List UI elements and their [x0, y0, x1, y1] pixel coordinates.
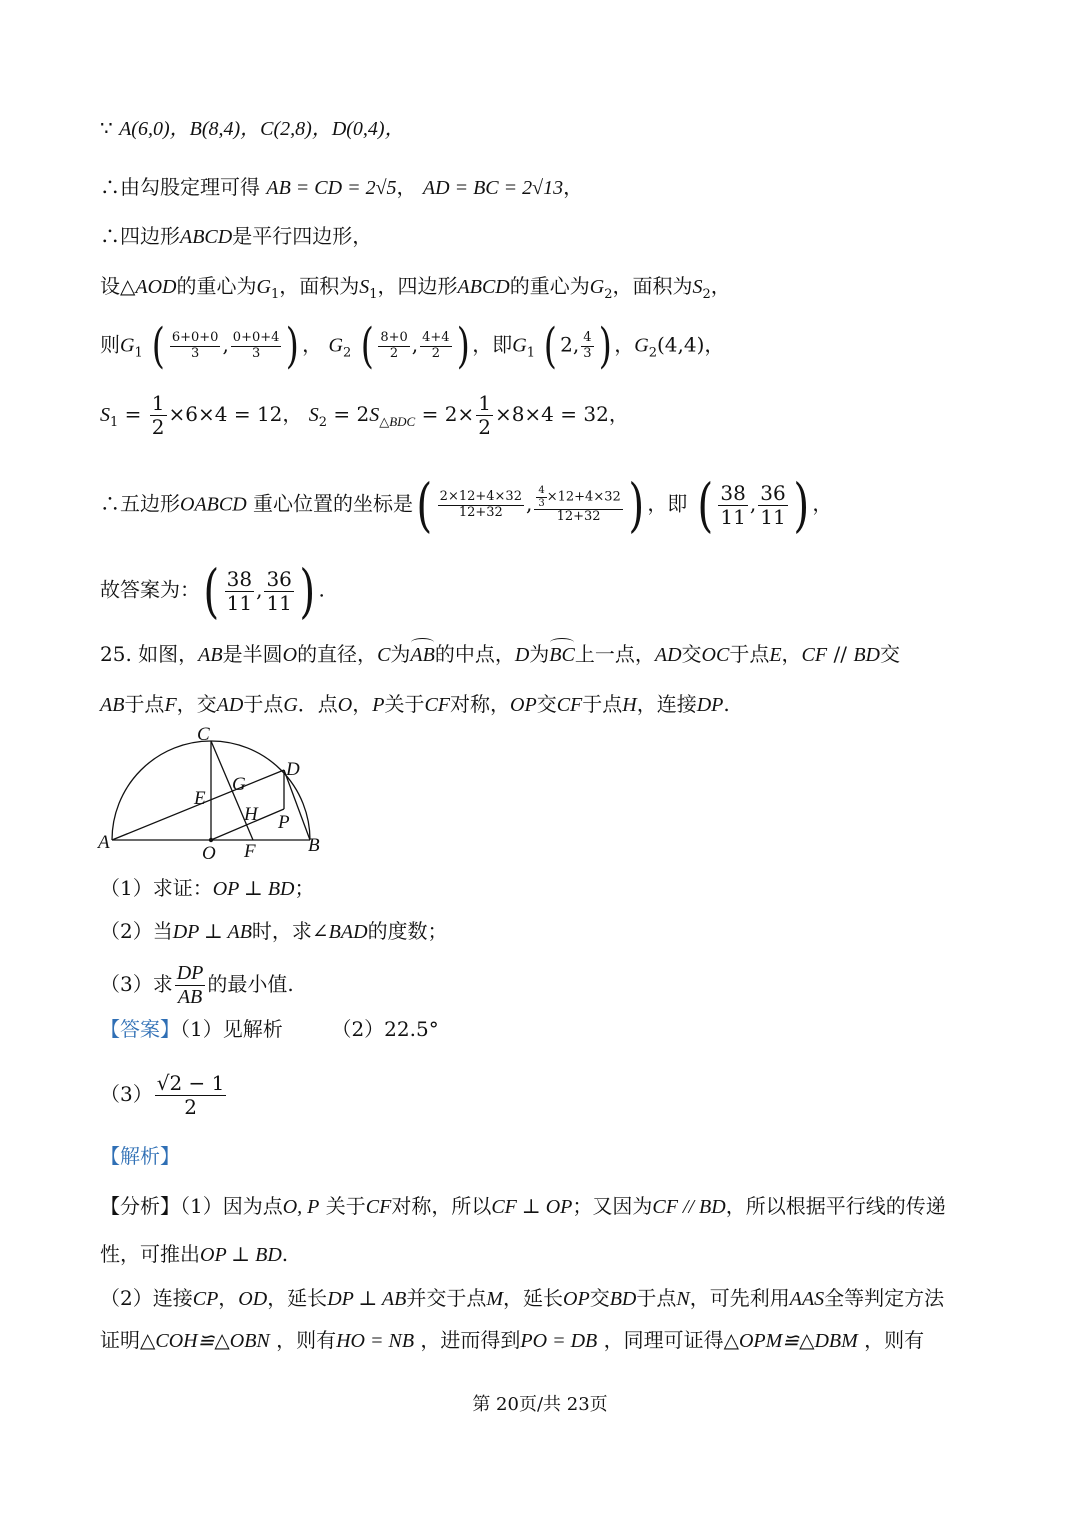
numerator: 4+4: [422, 329, 450, 345]
denominator: 2: [151, 415, 165, 439]
line-text: 为: [390, 642, 411, 666]
centroid-symbol: G: [328, 334, 343, 357]
line-text: ，则有: [276, 1328, 337, 1352]
centroid-symbol: G: [120, 334, 135, 357]
solution-line-3: [100, 222, 372, 251]
question-2: [100, 917, 448, 946]
subscript: 1: [110, 415, 119, 430]
semicircle-figure: [92, 720, 332, 870]
solution-line-2: [100, 173, 583, 202]
equation: AD = BC = 2√13: [422, 177, 564, 199]
line-text: 是平行四边形，: [232, 224, 373, 248]
line-text: 为: [529, 642, 550, 666]
right-paren: ): [793, 471, 809, 539]
line-text: ，: [352, 692, 373, 716]
solution-line-7: [100, 471, 833, 539]
label-d: D: [286, 759, 300, 780]
shape-name: ABCD: [457, 276, 510, 298]
line-text: 设△: [100, 274, 136, 298]
denominator: 11: [720, 504, 746, 529]
fraction: [264, 568, 293, 615]
line-text: 于点: [729, 642, 770, 666]
numerator: 36: [760, 480, 786, 505]
line-text: ∴四边形: [100, 224, 180, 248]
segment: OP: [563, 1288, 590, 1310]
line-text: ，进而得到: [420, 1328, 521, 1352]
shape-name: OABCD: [180, 493, 247, 516]
fraction: [378, 331, 409, 362]
solution-line-4: [100, 272, 731, 309]
fraction: [170, 331, 221, 362]
denominator: 11: [226, 590, 253, 615]
answer-2: （2）22.5°: [331, 1017, 439, 1041]
segment: DP: [696, 694, 724, 716]
area-symbol: S: [100, 404, 110, 426]
denominator: 3: [251, 345, 261, 361]
problem-line-1: [100, 640, 900, 669]
analysis-line-3: [100, 1284, 944, 1313]
numerator: DP: [176, 962, 204, 984]
numerator: 2×12+4×32: [439, 488, 522, 504]
line-text: ，: [302, 332, 323, 357]
center-point-o: [209, 838, 213, 842]
label-c: C: [197, 724, 210, 745]
line-text: ∴五边形: [100, 491, 180, 516]
segment: CF: [801, 644, 828, 666]
line-text: ，则有: [864, 1328, 925, 1352]
line-text: 于点: [243, 692, 284, 716]
problem-line-2: [100, 690, 730, 719]
line-text: 于点: [124, 692, 165, 716]
fraction: [718, 482, 747, 529]
comma: ,: [222, 332, 229, 357]
segment: BD: [609, 1288, 637, 1310]
label-f: F: [244, 841, 256, 862]
subscript: 2: [604, 287, 613, 302]
segment: CP: [192, 1288, 219, 1310]
line-text: ∴由勾股定理可得: [100, 175, 260, 199]
line-text: 关于: [325, 1194, 366, 1218]
analysis-line-4: [100, 1326, 924, 1355]
subscript: 1: [369, 287, 378, 302]
right-paren: ): [299, 557, 316, 625]
shape-name: ABCD: [180, 226, 233, 248]
arc-label: BC: [549, 641, 575, 669]
numerator: √2 − 1: [156, 1071, 225, 1095]
answer-3-line: [100, 1072, 228, 1119]
line-text: 交: [536, 692, 557, 716]
area-symbol: S: [369, 404, 380, 426]
line-text: 的中点，: [434, 642, 515, 666]
fraction: [476, 392, 493, 439]
fraction: [231, 331, 282, 362]
separator: ，: [218, 1286, 239, 1310]
line-text: 的最小值.: [207, 972, 294, 996]
point: C: [377, 644, 391, 666]
arc-label: AB: [410, 641, 434, 669]
line-text: 交: [589, 1286, 610, 1310]
parallel-symbol: //: [833, 642, 847, 666]
left-paren: (: [544, 318, 558, 374]
point: F: [164, 694, 177, 716]
fraction: [438, 490, 524, 521]
analysis-line-1: [100, 1192, 946, 1221]
question-label: （1）求证：: [100, 876, 213, 900]
line-text: 的度数；: [367, 919, 448, 943]
subscript: 2: [318, 415, 328, 430]
problem-number: 25. 如图，: [100, 642, 199, 666]
denominator: AB: [177, 986, 203, 1008]
question-label: （3）求: [100, 972, 173, 996]
angle: ∠BAD: [311, 921, 368, 943]
line-text: ，交: [176, 692, 217, 716]
denominator: 12+32: [556, 509, 601, 525]
separator: ，: [396, 175, 417, 199]
line-text: ，: [614, 332, 635, 357]
equation: ×8×4 = 32: [494, 402, 609, 426]
fraction: [225, 568, 254, 615]
line-text: ；又因为: [572, 1194, 653, 1218]
fraction: [155, 1072, 227, 1119]
subscript: △BDC: [379, 414, 416, 429]
denominator: 2: [389, 345, 399, 361]
fraction: [581, 331, 593, 362]
denominator: 11: [760, 504, 786, 529]
denominator: 2: [184, 1095, 197, 1119]
numerator: 1: [478, 391, 491, 415]
line-text: ，同理可证得: [603, 1328, 724, 1352]
numerator: 0+0+4: [232, 329, 280, 345]
solution-line-5: [100, 318, 725, 374]
question-3: [100, 962, 294, 1009]
denominator: 12+32: [458, 504, 503, 520]
label-b: B: [308, 835, 320, 856]
segment: OP: [510, 694, 537, 716]
point: M: [486, 1288, 504, 1310]
denominator: 3: [538, 497, 545, 509]
line-text: 对称，所以: [391, 1194, 492, 1218]
answer-3-label: （3）: [100, 1082, 153, 1106]
equation: ×6×4 = 12: [168, 402, 283, 426]
segment: CF: [365, 1196, 392, 1218]
line-text: 交: [879, 642, 900, 666]
line-text: ，可先利用: [689, 1286, 790, 1310]
congruence: △OPM≌△DBM: [723, 1330, 858, 1352]
fraction: [150, 392, 167, 439]
separator: .: [723, 692, 730, 716]
numerator: [534, 485, 622, 510]
line-text: ，面积为: [279, 274, 360, 298]
point: O: [282, 644, 298, 666]
label-e: E: [194, 788, 206, 809]
left-paren: (: [416, 471, 433, 539]
denominator: 2: [431, 345, 440, 361]
area-symbol: S: [692, 276, 703, 298]
label-o: O: [202, 843, 216, 864]
point: N: [676, 1288, 690, 1310]
analysis-subtag: 【分析】: [100, 1194, 180, 1218]
line-text: ，所以根据平行线的传递: [725, 1194, 946, 1218]
point: D: [514, 644, 530, 666]
comma: ,: [525, 491, 533, 516]
line-text: 全等判定方法: [824, 1286, 945, 1310]
segment: AD: [216, 694, 244, 716]
subscript: 1: [270, 287, 280, 302]
equals: =: [124, 402, 142, 426]
numerator: 8+0: [380, 329, 408, 345]
numerator: 6+0+0: [171, 329, 219, 345]
left-paren: (: [360, 318, 374, 374]
line-text: 对称，: [450, 692, 511, 716]
subscript: 1: [134, 345, 143, 361]
because-symbol: ∵: [100, 116, 113, 140]
answer-tag: 【答案】: [100, 1017, 180, 1041]
right-paren: ): [598, 318, 612, 374]
right-paren: ): [456, 318, 470, 374]
denominator: 3: [583, 345, 592, 361]
numerator: 38: [226, 566, 253, 591]
equation: OP ⊥ BD: [200, 1244, 282, 1266]
segment: BD: [853, 644, 880, 666]
left-paren: (: [203, 557, 220, 625]
equation: DP ⊥ AB: [327, 1288, 407, 1310]
segment: OC: [701, 644, 730, 666]
line-text: 关于: [384, 692, 425, 716]
numerator: 38: [720, 480, 746, 505]
equation: OP ⊥ BD: [212, 878, 295, 900]
solution-line-1: [100, 114, 405, 143]
equation: CF ⊥ OP: [491, 1196, 573, 1218]
separator: .: [281, 1242, 289, 1266]
point: E: [769, 644, 782, 666]
line-text: 证明: [100, 1328, 140, 1352]
equation: HO = NB: [336, 1330, 415, 1352]
line-text: 并交于点: [406, 1286, 487, 1310]
line-text: （2）连接: [100, 1286, 193, 1310]
numerator: 4: [583, 329, 592, 345]
area-symbol: S: [308, 404, 319, 426]
line-text: ，四边形: [377, 274, 458, 298]
comma: ,: [256, 577, 263, 602]
left-paren: (: [151, 318, 166, 374]
line-text: 是半圆: [222, 642, 283, 666]
equation: = 2: [333, 402, 370, 426]
line-text: 于点: [582, 692, 623, 716]
line-text: ，: [781, 642, 802, 666]
separator: .: [318, 577, 325, 602]
line-text: 交: [681, 642, 702, 666]
line-text: ，延长: [267, 1286, 328, 1310]
line-text: 的重心为: [509, 274, 590, 298]
numerator: 4: [538, 485, 545, 497]
centroid-symbol: G: [589, 276, 605, 298]
question-label: （2）当: [100, 919, 173, 943]
centroid-symbol: G: [512, 334, 527, 357]
line-text: 的直径，: [297, 642, 378, 666]
segment: AB: [198, 644, 223, 666]
line-text: ，面积为: [612, 274, 693, 298]
separator: ；: [294, 876, 315, 900]
label-p: P: [278, 812, 290, 833]
line-text: 则: [100, 332, 120, 357]
equation: DP ⊥ AB: [172, 921, 252, 943]
subscript: 2: [702, 287, 711, 302]
line-text: 性，可推出: [100, 1242, 200, 1266]
line-text: 上一点，: [574, 642, 655, 666]
line-text: ，延长: [503, 1286, 564, 1310]
fraction: [175, 962, 206, 1009]
line-text: ，连接: [636, 692, 697, 716]
solution-line-6: [100, 392, 629, 439]
line-text: 重心位置的坐标是: [253, 491, 414, 516]
line-text: ．点: [297, 692, 338, 716]
fraction: [420, 331, 451, 362]
line-text: 时，求: [251, 919, 312, 943]
equation: PO = DB: [520, 1330, 598, 1352]
answer-line: [100, 1015, 439, 1043]
line-text: （1）因为点: [180, 1194, 283, 1218]
point: H: [622, 694, 637, 716]
subscript: 1: [526, 345, 536, 361]
question-1: [100, 874, 315, 903]
subscript: 2: [342, 345, 352, 361]
equation: CF // BD: [652, 1196, 726, 1218]
numerator: 36: [266, 566, 292, 591]
congruence-rule: AAS: [789, 1288, 825, 1310]
points-list: A(6,0)，B(8,4)，C(2,8)，D(0,4)，: [119, 118, 405, 140]
line-text: 故答案为：: [100, 577, 200, 602]
page-footer: 第 20页/共 23页: [472, 1394, 608, 1415]
segment: CF: [424, 694, 451, 716]
line-text: 于点: [636, 1286, 677, 1310]
coordinate: (4,4)，: [656, 332, 725, 357]
fraction: [534, 485, 622, 525]
segment: AB: [100, 694, 125, 716]
label-a: A: [98, 832, 110, 853]
label-h: H: [244, 804, 258, 825]
analysis-line-2: [100, 1240, 288, 1269]
separator: ，: [608, 402, 629, 426]
answer-1: （1）见解析: [180, 1017, 283, 1041]
point: O: [337, 694, 353, 716]
comma: ,: [749, 491, 757, 516]
denominator: 3: [190, 345, 200, 361]
line-text: ，即: [472, 332, 513, 357]
equation: AB = CD = 2√5: [266, 177, 397, 199]
line-text: 的重心为: [176, 274, 257, 298]
denominator: 11: [266, 590, 292, 615]
line-text: ，: [710, 274, 731, 298]
line-text: ，即: [647, 491, 688, 516]
left-paren: (: [697, 471, 714, 539]
analysis-tag: 【解析】: [100, 1144, 180, 1168]
segment: CF: [556, 694, 583, 716]
fraction: [758, 482, 787, 529]
congruence: △COH≌△OBN: [140, 1330, 270, 1352]
numerator-tail: ×12+4×32: [546, 489, 621, 505]
numerator: 1: [151, 391, 165, 415]
separator: ，: [812, 491, 833, 516]
subscript: 2: [648, 345, 657, 361]
coordinate: 2,: [560, 332, 580, 357]
fraction: [536, 485, 546, 509]
triangle-name: AOD: [135, 276, 177, 298]
centroid-symbol: G: [256, 276, 271, 298]
separator: ，: [282, 402, 303, 426]
solution-line-8: [100, 557, 325, 625]
right-paren: ): [286, 318, 300, 374]
centroid-symbol: G: [634, 334, 649, 357]
right-paren: ): [628, 471, 645, 539]
equation: = 2×: [421, 402, 475, 426]
area-symbol: S: [359, 276, 370, 298]
separator: ，: [563, 175, 584, 199]
comma: ,: [411, 332, 419, 357]
point: G: [283, 694, 298, 716]
points: O, P: [282, 1196, 320, 1218]
label-g: G: [232, 774, 246, 795]
denominator: 2: [478, 415, 491, 439]
point: P: [372, 694, 385, 716]
segment: AD: [654, 644, 682, 666]
segment: OD: [238, 1288, 268, 1310]
